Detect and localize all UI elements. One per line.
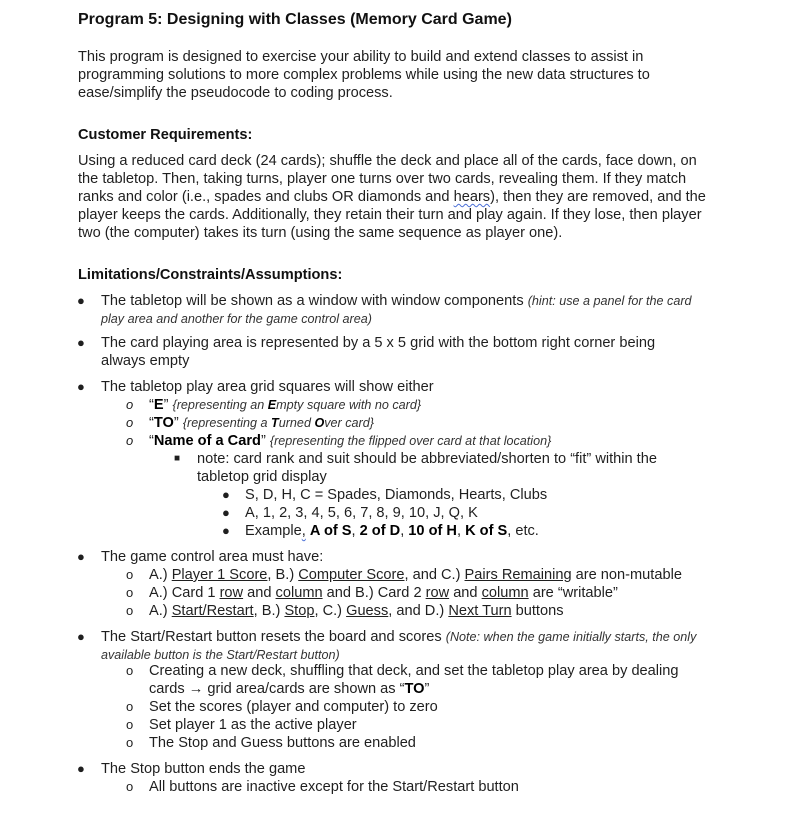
bullet-grid: ● The card playing area is represented by a 5 x 5 grid with the bottom right corner being always empty bbox=[77, 335, 656, 369]
bullet-icon: ● bbox=[77, 293, 85, 308]
start-item-scores: o Set the scores (player and computer) to zero bbox=[126, 699, 438, 715]
bullet-icon: ● bbox=[222, 487, 230, 502]
control-buttons: o A.) Start/Restart, B.) Stop, C.) Guess, and D.) Next Turn buttons bbox=[126, 603, 564, 619]
note-item: ■ note: card rank and suit should be abbreviated/shorten to “fit” within the tabletop grid display bbox=[174, 451, 657, 485]
sub-bullet-icon: o bbox=[126, 717, 134, 732]
start-item-player: o Set player 1 as the active player bbox=[126, 717, 357, 733]
sub-bullet-icon: o bbox=[126, 779, 134, 794]
control-writable: o A.) Card 1 row and column and B.) Card 2 row and column are “writable” bbox=[126, 585, 618, 601]
hint-text: (Note: when the game initially starts, the only available button is the Start/Restart button) bbox=[101, 630, 697, 662]
bullet-icon: ● bbox=[77, 629, 85, 644]
spellcheck-word[interactable]: hears bbox=[453, 189, 491, 205]
note-example: ● Example, A of S, 2 of D, 10 of H, K of S, etc. bbox=[222, 523, 539, 539]
bullet-icon: ● bbox=[77, 761, 85, 776]
bullet-start-restart: ● The Start/Restart button resets the board and scores (Note: when the game initially starts, the only available button is the Start/Restart button) bbox=[77, 629, 697, 662]
bullet-icon: ● bbox=[77, 549, 85, 564]
spellcheck-mark[interactable]: , bbox=[301, 523, 306, 539]
bullet-icon: ● bbox=[77, 335, 85, 350]
note-ranks: ● A, 1, 2, 3, 4, 5, 6, 7, 8, 9, 10, J, Q, K bbox=[222, 505, 478, 521]
bullet-game-control: ● The game control area must have: bbox=[77, 549, 324, 565]
bullet-icon: ● bbox=[222, 505, 230, 520]
bullet-icon: ● bbox=[222, 523, 230, 538]
sub-item-empty: o “E” {representing an Empty square with no card} bbox=[126, 397, 422, 413]
start-item-deck: o Creating a new deck, shuffling that deck, and set the tabletop play area by dealing cards → grid area/cards are shown as “TO” bbox=[126, 663, 679, 697]
sub-item-turned-over: o “TO” {representing a Turned Over card} bbox=[126, 415, 374, 431]
square-bullet-icon: ■ bbox=[174, 453, 181, 464]
note-suits: ● S, D, H, C = Spades, Diamonds, Hearts, Clubs bbox=[222, 487, 548, 503]
sub-bullet-icon: o bbox=[126, 585, 134, 600]
page-title: Program 5: Designing with Classes (Memory Card Game) bbox=[78, 11, 512, 28]
sub-bullet-icon: o bbox=[126, 567, 134, 582]
bullet-icon: ● bbox=[77, 379, 85, 394]
hint-text: (hint: use a panel for the card play area and another for the game control area) bbox=[101, 294, 692, 326]
sub-bullet-icon: o bbox=[126, 397, 134, 412]
start-item-buttons: o The Stop and Guess buttons are enabled bbox=[126, 735, 416, 751]
intro-paragraph: This program is designed to exercise your ability to build and extend classes to assist in programming solutions to more complex problems while using the new data structures to ease/simplify the pseudocode to coding process. bbox=[78, 49, 650, 101]
sub-bullet-icon: o bbox=[126, 433, 134, 448]
limitations-heading: Limitations/Constraints/Assumptions: bbox=[78, 267, 343, 283]
sub-bullet-icon: o bbox=[126, 603, 134, 618]
customer-requirements-heading: Customer Requirements: bbox=[78, 127, 253, 143]
sub-bullet-icon: o bbox=[126, 735, 134, 750]
bullet-stop: ● The Stop button ends the game bbox=[77, 761, 306, 777]
customer-requirements-paragraph: Using a reduced card deck (24 cards); shuffle the deck and place all of the cards, face down, on the tabletop. Then, taking turns, player one turns over two cards, revealing them. If they match ranks and color (i.e., spades and clubs OR diamonds and hears), then they are removed, and the player keeps the cards. Additionally, they retain their turn and play again. If they lose, then player two (the computer) takes its turn (using the same sequence as player one). bbox=[78, 153, 706, 241]
bullet-grid-squares: ● The tabletop play area grid squares will show either bbox=[77, 379, 434, 395]
control-nonmutable: o A.) Player 1 Score, B.) Computer Score, and C.) Pairs Remaining are non-mutable bbox=[126, 567, 682, 583]
sub-item-card-name: o “Name of a Card” {representing the flipped over card at that location} bbox=[126, 433, 552, 449]
sub-bullet-icon: o bbox=[126, 699, 134, 714]
sub-bullet-icon: o bbox=[126, 663, 134, 678]
bullet-tabletop-window: ● The tabletop will be shown as a window with window components (hint: use a panel for the card play area and another for the game control area) bbox=[77, 293, 692, 326]
stop-item: o All buttons are inactive except for the Start/Restart button bbox=[126, 779, 519, 795]
sub-bullet-icon: o bbox=[126, 415, 134, 430]
